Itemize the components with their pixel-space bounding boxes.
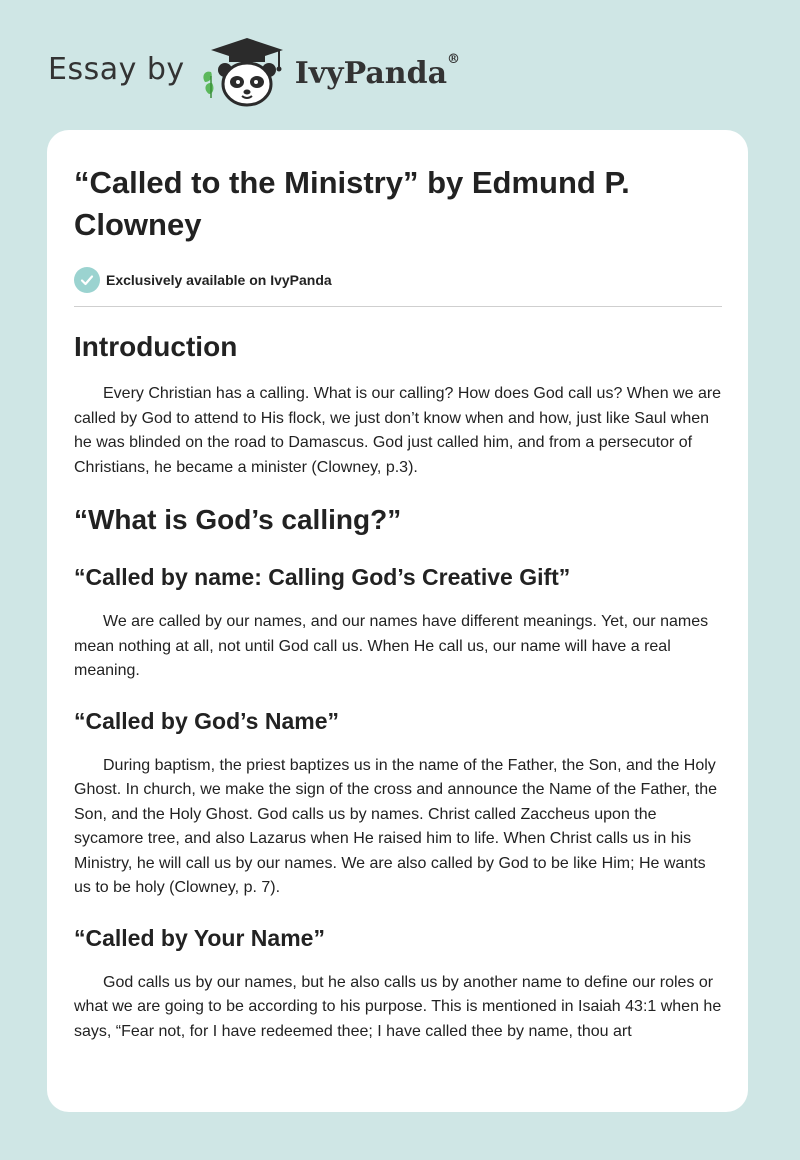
site-header (48, 36, 460, 108)
essay-by-label: Essay by (48, 51, 185, 87)
essay-card (47, 130, 748, 1112)
paragraph-called-by-your-name: God calls us by our names, but he also calls us by another name to define our roles or what we are going to be according to his purpose. This is mentioned in Isaiah 43:1 when he says, “Fear not, for I have redeemed thee; I have called thee by name, thou art (74, 973, 722, 1040)
section-heading-gods-calling: “What is God’s calling?” (74, 504, 402, 535)
subheading-called-by-your-name: “Called by Your Name” (74, 924, 325, 951)
subheading-called-by-name: “Called by name: Calling God’s Creative Gift” (74, 564, 571, 590)
essay-title: “Called to the Ministry” by Edmund P. Clowney (74, 165, 630, 242)
exclusive-badge (74, 266, 722, 294)
subheading-called-by-gods-name: “Called by God’s Name” (74, 707, 339, 734)
paragraph-called-by-name: We are called by our names, and our names have different meanings. Yet, our names mean nothing at all, not until God call us. When He call us, our name will have a real meaning. (74, 613, 709, 679)
divider (74, 306, 722, 307)
section-heading-introduction: Introduction (74, 331, 238, 362)
check-icon (74, 267, 100, 293)
exclusive-label: Exclusively available on IvyPanda (106, 272, 332, 288)
panda-graduate-icon (199, 36, 289, 108)
brand-name[interactable]: IvyPanda® (294, 51, 461, 91)
paragraph-called-by-gods-name: During baptism, the priest baptizes us in the name of the Father, the Son, and the Holy Ghost. In church, we make the sign of the cross and announce the Name of the Father, the Son, and the Holy Ghost. God calls us by names. Christ called Zaccheus upon the sycamore tree, and also Lazarus when He raised him to life. When Christ calls us in his Ministry, he will call us by our names. We are also called by God to be like Him; He wants us to be holy (Clowney, p. 7). (74, 756, 718, 896)
ivy-leaf-icon (203, 72, 213, 98)
paragraph-introduction: Every Christian has a calling. What is our calling? How does God call us? When we are called by God to attend to His flock, we just don’t know when and how, just like Saul when he was blinded on the road to Damascus. God just called him, and from a persecutor of Christians, he became a minister (Clowney, p.3). (74, 385, 722, 476)
